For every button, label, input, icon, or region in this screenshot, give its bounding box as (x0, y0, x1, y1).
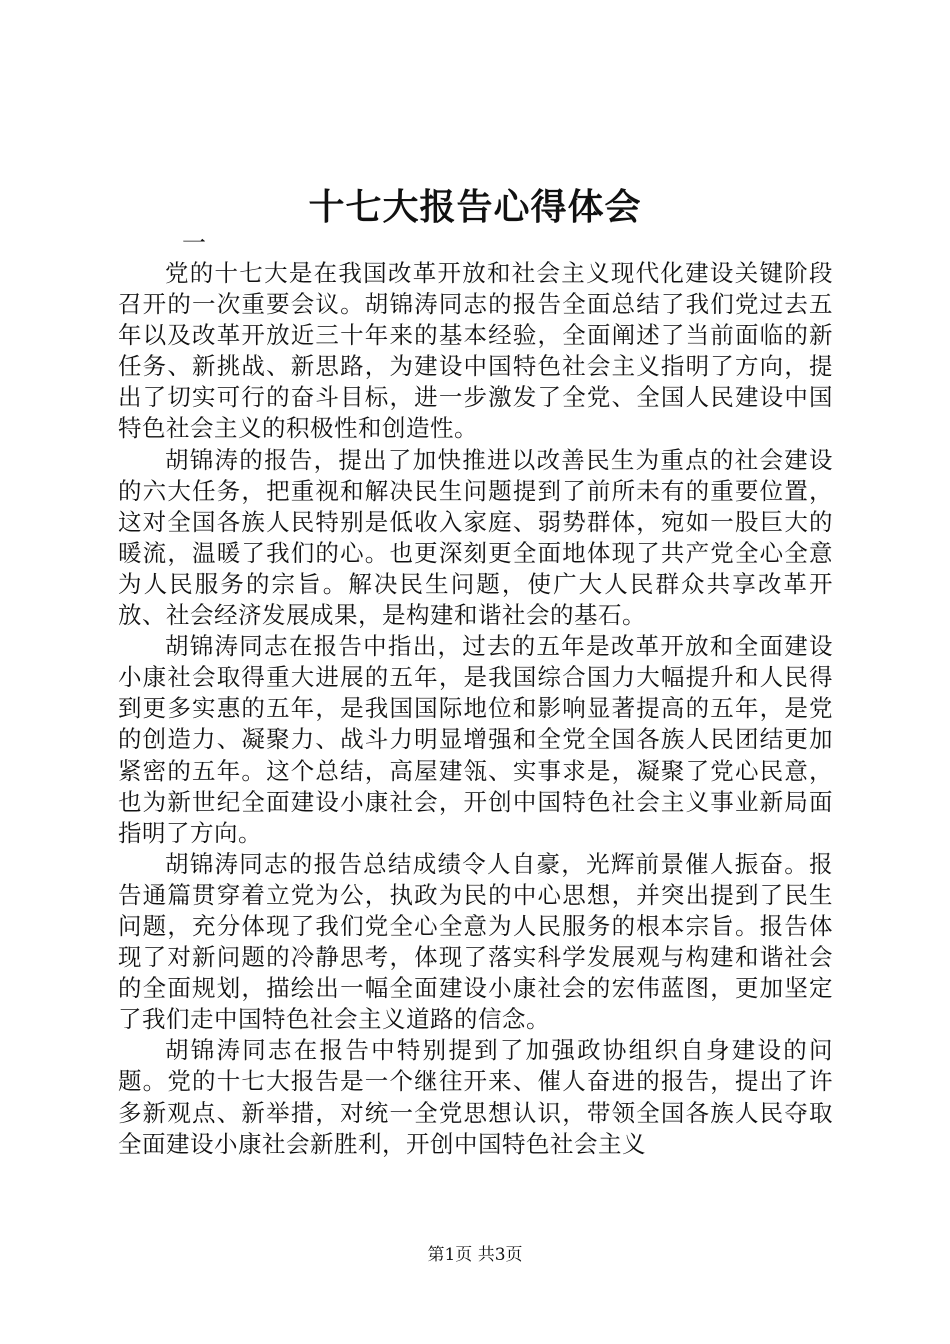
document-title: 十七大报告心得体会 (308, 187, 642, 228)
document-body (118, 258, 833, 1160)
page-footer: 第1页 共3页 (427, 1245, 523, 1265)
paragraph-4: 胡锦涛同志的报告总结成绩令人自豪，光辉前景催人振奋。报告通篇贯穿着立党为公，执政为民的中心思想，并突出提到了民生问题，充分体现了我们党全心全意为人民服务的根本宗旨。报告体现了对新问题的冷静思考，体现了落实科学发展观与构建和谐社会的全面规划，描绘出一幅全面建设小康社会的宏伟蓝图，更加坚定了我们走中国特色社会主义道路的信念。 (118, 849, 833, 1034)
section-number: 一 (182, 229, 206, 257)
paragraph-3: 胡锦涛同志在报告中指出，过去的五年是改革开放和全面建设小康社会取得重大进展的五年，是我国综合国力大幅提升和人民得到更多实惠的五年，是我国国际地位和影响显著提高的五年，是党的创造力、凝聚力、战斗力明显增强和全党全国各族人民团结更加紧密的五年。这个总结，高屋建瓴、实事求是，凝聚了党心民意，也为新世纪全面建设小康社会，开创中国特色社会主义事业新局面指明了方向。 (118, 632, 833, 847)
paragraph-2: 胡锦涛的报告，提出了加快推进以改善民生为重点的社会建设的六大任务，把重视和解决民生问题提到了前所未有的重要位置，这对全国各族人民特别是低收入家庭、弱势群体，宛如一股巨大的暖流，温暖了我们的心。也更深刻更全面地体现了共产党全心全意为人民服务的宗旨。解决民生问题，使广大人民群众共享改革开放、社会经济发展成果，是构建和谐社会的基石。 (118, 445, 833, 630)
paragraph-5: 胡锦涛同志在报告中特别提到了加强政协组织自身建设的问题。党的十七大报告是一个继往开来、催人奋进的报告，提出了许多新观点、新举措，对统一全党思想认识，带领全国各族人民夺取全面建设小康社会新胜利，开创中国特色社会主义 (118, 1036, 833, 1158)
paragraph-1: 党的十七大是在我国改革开放和社会主义现代化建设关键阶段召开的一次重要会议。胡锦涛同志的报告全面总结了我们党过去五年以及改革开放近三十年来的基本经验，全面阐述了当前面临的新任务、新挑战、新思路，为建设中国特色社会主义指明了方向，提出了切实可行的奋斗目标，进一步激发了全党、全国人民建设中国特色社会主义的积极性和创造性。 (118, 259, 833, 443)
